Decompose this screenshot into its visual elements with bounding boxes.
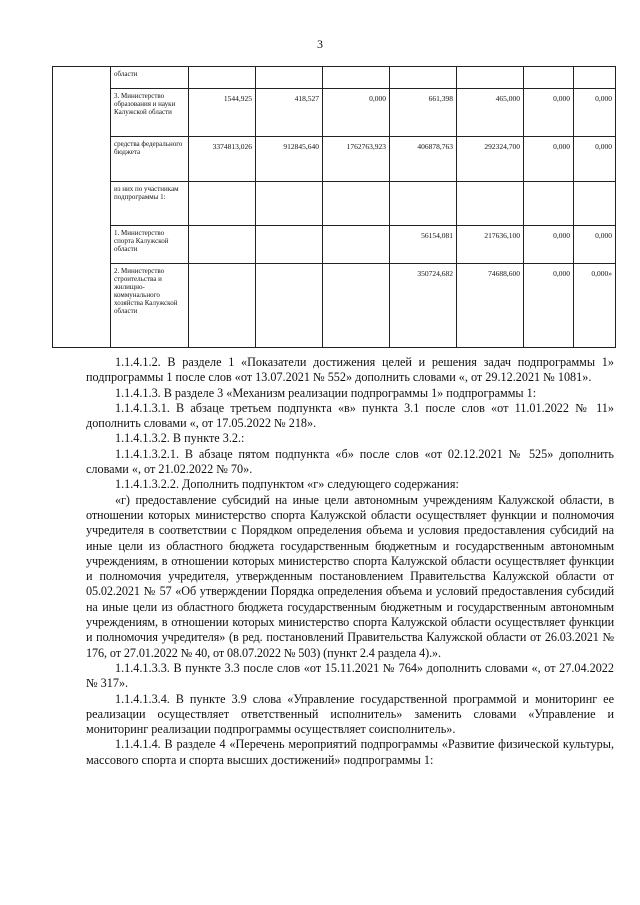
table-cell: 912845,640 xyxy=(256,137,323,182)
paragraph: 1.1.4.1.4. В разделе 4 «Перечень мероприятий подпрограммы «Развитие физической культуры, массового спорта и спорта высших достижений» подпрограммы 1: xyxy=(86,737,614,767)
table-cell: 0,000 xyxy=(524,137,574,182)
table-cell xyxy=(457,182,524,226)
table-cell xyxy=(390,182,457,226)
table-cell: 1762763,923 xyxy=(323,137,390,182)
table-cell xyxy=(189,264,256,348)
table-cell xyxy=(256,226,323,264)
table-cell: 0,000 xyxy=(524,264,574,348)
table-row xyxy=(53,226,616,264)
paragraph: 1.1.4.1.3.4. В пункте 3.9 слова «Управление государственной программой и мониторинг ее реализации осуществляет ответственный исполнитель» заменить словами «Управление и мониторинг реализации подпрограммы осуществляет соисполнитель». xyxy=(86,691,614,737)
row-label: средства федерального бюджета xyxy=(111,137,189,182)
table-cell xyxy=(189,182,256,226)
table-cell: 0,000 xyxy=(574,137,616,182)
row-label: 3. Министерство образования и науки Калужской области xyxy=(111,89,189,137)
table-row xyxy=(53,182,616,226)
table-cell: 0,000 xyxy=(574,89,616,137)
paragraph: 1.1.4.1.3. В разделе 3 «Механизм реализации подпрограммы 1» подпрограммы 1: xyxy=(115,385,537,400)
table-cell xyxy=(323,226,390,264)
table-cell: 406878,763 xyxy=(390,137,457,182)
table-cell xyxy=(457,67,524,89)
table-cell: 465,000 xyxy=(457,89,524,137)
paragraph: 1.1.4.1.3.2.2. Дополнить подпунктом «г» следующего содержания: xyxy=(115,477,459,492)
table-cell xyxy=(256,264,323,348)
paragraph: 1.1.4.1.3.2. В пункте 3.2.: xyxy=(115,431,245,446)
table-cell xyxy=(574,67,616,89)
table-cell: 661,398 xyxy=(390,89,457,137)
table-cell: 0,000 xyxy=(323,89,390,137)
table-cell: 0,000 xyxy=(524,89,574,137)
page-number: 3 xyxy=(317,37,323,51)
table-cell: 0,000» xyxy=(574,264,616,348)
paragraph: 1.1.4.1.3.1. В абзаце третьем подпункта «в» пункта 3.1 после слов «от 11.01.2022 № 11» дополнить словами «, от 17.05.2022 № 218». xyxy=(86,400,614,431)
budget-table xyxy=(52,66,616,348)
table-row xyxy=(53,89,616,137)
paragraph: 1.1.4.1.2. В разделе 1 «Показатели достижения целей и решения задач подпрограммы 1» подпрограммы 1 после слов «от 13.07.2021 № 552» дополнить словами «, от 29.12.2021 № 1081». xyxy=(86,355,614,385)
table-row xyxy=(53,67,616,89)
table-cell: 0,000 xyxy=(574,226,616,264)
table-row xyxy=(53,137,616,182)
table-cell: 418,527 xyxy=(256,89,323,137)
table-cell xyxy=(524,67,574,89)
row-label: из них по участникам подпрограммы 1: xyxy=(111,182,189,226)
table-cell: 0,000 xyxy=(524,226,574,264)
table-cell xyxy=(390,67,457,89)
merged-cell xyxy=(53,67,111,348)
paragraph: 1.1.4.1.3.3. В пункте 3.3 после слов «от 15.11.2021 № 764» дополнить словами «, от 27.04.2022 № 317». xyxy=(86,660,614,691)
table-cell: 1544,925 xyxy=(189,89,256,137)
paragraph: 1.1.4.1.3.2.1. В абзаце пятом подпункта «б» после слов «от 02.12.2021 № 525» дополнить словами «, от 21.02.2022 № 70». xyxy=(86,446,614,477)
table-row xyxy=(53,264,616,348)
table-cell: 74688,600 xyxy=(457,264,524,348)
table-cell xyxy=(574,182,616,226)
table-cell xyxy=(323,182,390,226)
row-label: 1. Министерство спорта Калужской области xyxy=(111,226,189,264)
table-cell xyxy=(323,67,390,89)
row-label: области xyxy=(111,67,189,89)
table-cell xyxy=(524,182,574,226)
paragraph: «г) предоставление субсидий на иные цели автономным учреждениям Калужской области, в отношении которых министерство спорта Калужской области осуществляет функции и полномочия учредителя в соответствии с Порядком определения объема и условия предоставления субсидий на иные цели из областного бюджета государственным бюджетным и государственным автономным учреждениям, в отношении которых министерство спорта Калужской области осуществляет функции и полномочия учредителя, утвержденным постановлением Правительства Калужской области от 05.02.2021 № 57 «Об утверждении Порядка определения объема и условий предоставления субсидий на иные цели из областного бюджета государственным бюджетным и государственным автономным учреждениям, в отношении которых министерство спорта Калужской области осуществляет функции и полномочия учредителя» (в ред. постановлений Правительства Калужской области от 26.03.2021 № 176, от 27.01.2022 № 40, от 08.07.2022 № 503) (пункт 2.4 раздела 4).». xyxy=(86,492,614,660)
table-cell xyxy=(189,226,256,264)
table-cell xyxy=(323,264,390,348)
table-cell xyxy=(256,67,323,89)
table-cell xyxy=(256,182,323,226)
table-cell xyxy=(189,67,256,89)
table-cell: 217636,100 xyxy=(457,226,524,264)
table-cell: 350724,682 xyxy=(390,264,457,348)
table-cell: 292324,700 xyxy=(457,137,524,182)
table-cell: 3374813,026 xyxy=(189,137,256,182)
table-cell: 56154,081 xyxy=(390,226,457,264)
row-label: 2. Министерство строительства и жилищно-коммунального хозяйства Калужской области xyxy=(111,264,189,348)
document-body xyxy=(86,355,614,768)
